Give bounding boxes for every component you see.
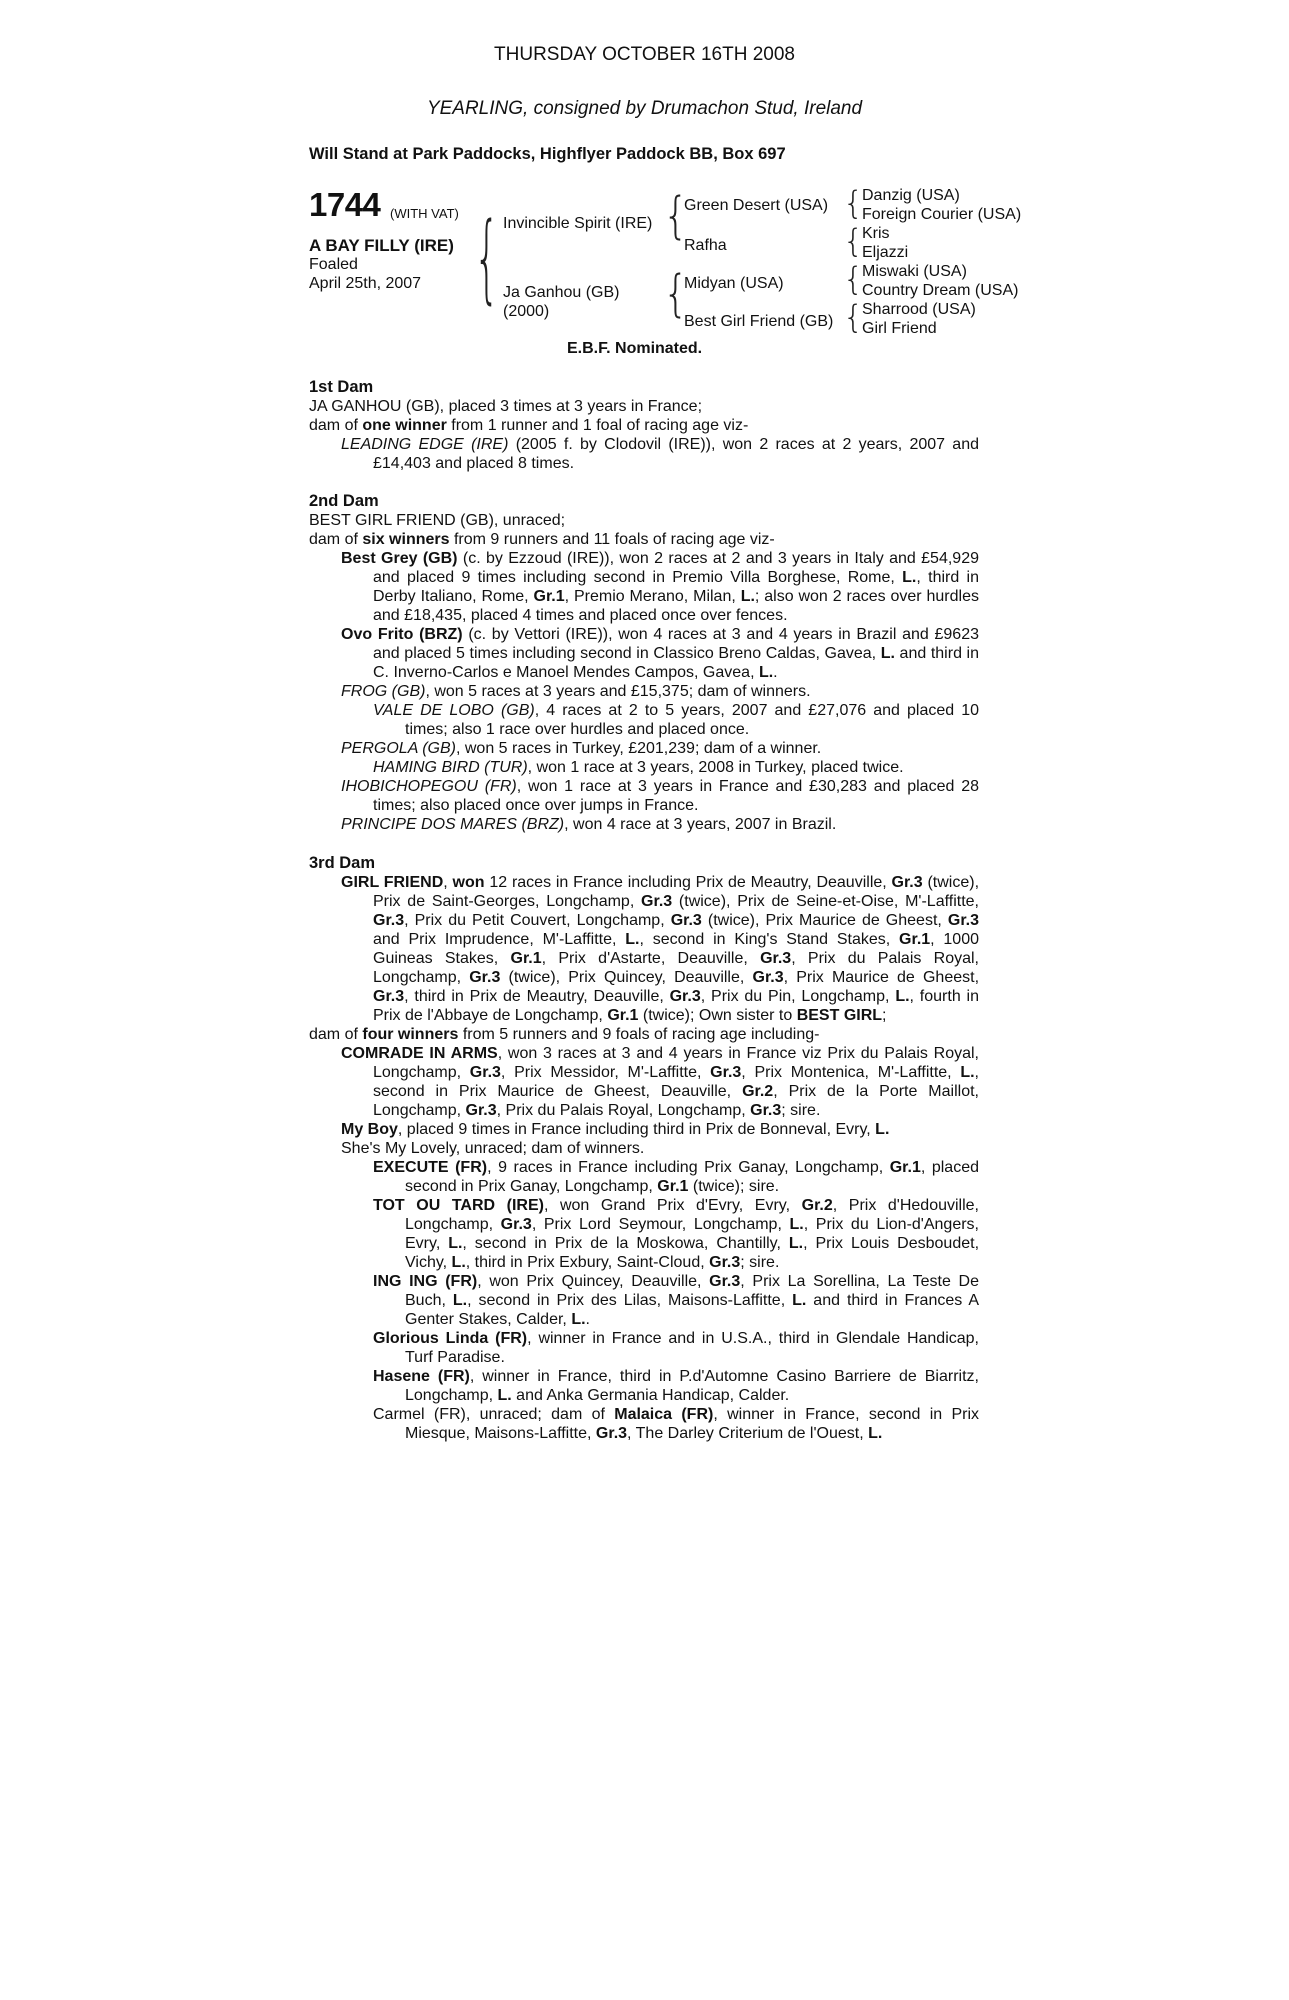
pedigree-brace-7: { (843, 298, 864, 336)
pedigree-dam: Ja Ganhou (GB) (503, 284, 620, 301)
pedigree-brace-4: { (843, 184, 864, 222)
second-dam-progeny-1: Best Grey (GB) (c. by Ezzoud (IRE)), won 2 races at 2 and 3 years in Italy and £54,929 and placed 9 times including second in Premio Villa Borghese, Rome, L., third in Derby Italiano, Rome, Gr.1, Premio Merano, Milan, L.; also won 2 races over hurdles and £18,435, placed 4 times and placed once over fences. (341, 550, 979, 624)
pedigree-brace-2: { (663, 187, 689, 245)
second-dam-section (309, 492, 979, 834)
foaled-date: April 25th, 2007 (309, 275, 422, 292)
pedigree-brace-5: { (843, 222, 864, 260)
third-dam-produce: dam of four winners from 5 runners and 9 foals of racing age including- (309, 1026, 820, 1043)
pedigree-brace-6: { (843, 260, 864, 298)
sale-date: THURSDAY OCTOBER 16TH 2008 (494, 44, 795, 65)
second-dam-progeny-3: FROG (GB), won 5 races at 3 years and £15,375; dam of winners. (341, 683, 811, 700)
first-dam-section (309, 378, 979, 473)
pedigree-dss: Miswaki (USA) (862, 263, 967, 280)
pedigree-ddd: Girl Friend (862, 320, 937, 337)
pedigree-dds: Sharrood (USA) (862, 301, 976, 318)
third-dam-progeny-7: Glorious Linda (FR), winner in France and in U.S.A., third in Glendale Handicap, Turf Paradise. (373, 1330, 979, 1366)
third-dam-record (309, 873, 979, 1025)
third-dam-progeny-2: My Boy, placed 9 times in France including third in Prix de Bonneval, Evry, L. (341, 1121, 890, 1138)
third-dam-progeny-9: Carmel (FR), unraced; dam of Malaica (FR), winner in France, second in Prix Miesque, Maisons-Laffitte, Gr.3, The Darley Criterium de l'Ouest, L. (373, 1406, 980, 1442)
lot-number: 1744 (309, 186, 381, 223)
second-dam-line: BEST GIRL FRIEND (GB), unraced; (309, 512, 566, 529)
third-dam-progeny-list (309, 1044, 979, 1443)
first-dam-progeny-1: LEADING EDGE (IRE) (2005 f. by Clodovil (IRE)), won 2 races at 2 years, 2007 and £14,403 and placed 8 times. (341, 436, 979, 472)
third-dam-progeny-1: COMRADE IN ARMS, won 3 races at 3 and 4 years in France viz Prix du Palais Royal, Longchamp, Gr.3, Prix Messidor, M'-Laffitte, Gr.3, Prix Montenica, M'-Laffitte, L., second in Prix Maurice de Gheest, Deauville, Gr.2, Prix de la Porte Maillot, Longchamp, Gr.3, Prix du Palais Royal, Longchamp, Gr.3; sire. (341, 1045, 979, 1119)
second-dam-progeny-5: PERGOLA (GB), won 5 races in Turkey, £201,239; dam of a winner. (341, 740, 822, 757)
second-dam-progeny-6: HAMING BIRD (TUR), won 1 race at 3 years, 2008 in Turkey, placed twice. (373, 759, 904, 776)
ebf-nominated: E.B.F. Nominated. (567, 340, 703, 357)
pedigree-sss: Danzig (USA) (862, 187, 960, 204)
second-dam-progeny-7: IHOBICHOPEGOU (FR), won 1 race at 3 years in France and £30,283 and placed 28 times; also placed once over jumps in France. (341, 778, 979, 814)
first-dam-produce: dam of one winner from 1 runner and 1 foal of racing age viz- (309, 417, 749, 434)
stand-location: Will Stand at Park Paddocks, Highflyer Paddock BB, Box 697 (309, 145, 786, 163)
pedigree-dam-year: (2000) (503, 303, 550, 320)
pedigree-sire-dam: Rafha (684, 237, 727, 254)
first-dam-line: JA GANHOU (GB), placed 3 times at 3 years in France; (309, 398, 703, 415)
first-dam-heading: 1st Dam (309, 378, 374, 396)
vat-note: (WITH VAT) (390, 206, 459, 221)
second-dam-produce: dam of six winners from 9 runners and 11 foals of racing age viz- (309, 531, 775, 548)
pedigree-sire: Invincible Spirit (IRE) (503, 215, 653, 232)
foaled-label: Foaled (309, 256, 358, 273)
horse-name: A BAY FILLY (IRE) (309, 236, 454, 255)
third-dam-progeny-4: EXECUTE (FR), 9 races in France including Prix Ganay, Longchamp, Gr.1, placed second in Prix Ganay, Longchamp, Gr.1 (twice); sire. (373, 1159, 979, 1195)
pedigree-brace-1: { (474, 204, 500, 316)
third-dam-heading: 3rd Dam (309, 854, 376, 872)
second-dam-heading: 2nd Dam (309, 492, 379, 510)
pedigree-sds: Kris (862, 225, 890, 242)
second-dam-progeny-8: PRINCIPE DOS MARES (BRZ), won 4 race at 3 years, 2007 in Brazil. (341, 816, 837, 833)
third-dam-progeny-5: TOT OU TARD (IRE), won Grand Prix d'Evry, Evry, Gr.2, Prix d'Hedouville, Longchamp, Gr.3, Prix Lord Seymour, Longchamp, L., Prix du Lion-d'Angers, Evry, L., second in Prix de la Moskowa, Chantilly, L., Prix Louis Desboudet, Vichy, L., third in Prix Exbury, Saint-Cloud, Gr.3; sire. (373, 1197, 980, 1271)
third-dam-progeny-8: Hasene (FR), winner in France, third in P.d'Automne Casino Barriere de Biarritz, Longchamp, L. and Anka Germania Handicap, Calder. (373, 1368, 979, 1404)
third-dam-section (309, 854, 979, 1443)
third-dam-progeny-6: ING ING (FR), won Prix Quincey, Deauville, Gr.3, Prix La Sorellina, La Teste De Buch, L., second in Prix des Lilas, Maisons-Laffitte, L. and third in Frances A Genter Stakes, Calder, L.. (373, 1273, 980, 1328)
pedigree-dam-sire: Midyan (USA) (684, 275, 784, 292)
second-dam-progeny-list (309, 549, 979, 834)
third-dam-progeny-3: She's My Lovely, unraced; dam of winners. (341, 1140, 645, 1157)
consignment-line: YEARLING, consigned by Drumachon Stud, Ireland (426, 98, 863, 119)
second-dam-progeny-2: Ovo Frito (BRZ) (c. by Vettori (IRE)), won 4 races at 3 and 4 years in Brazil and £9623 and placed 5 times including second in Classico Breno Caldas, Gavea, L. and third in C. Inverno-Carlos e Manoel Mendes Campos, Gavea, L.. (341, 626, 980, 681)
third-dam-race-record: GIRL FRIEND, won 12 races in France including Prix de Meautry, Deauville, Gr.3 (twice), Prix de Saint-Georges, Longchamp, Gr.3 (twice), Prix de Seine-et-Oise, M'-Laffitte, Gr.3, Prix du Petit Couvert, Longchamp, Gr.3 (twice), Prix Maurice de Gheest, Gr.3 and Prix Imprudence, M'-Laffitte, L., second in King's Stand Stakes, Gr.1, 1000 Guineas Stakes, Gr.1, Prix d'Astarte, Deauville, Gr.3, Prix du Palais Royal, Longchamp, Gr.3 (twice), Prix Quincey, Deauville, Gr.3, Prix Maurice de Gheest, Gr.3, third in Prix de Meautry, Deauville, Gr.3, Prix du Pin, Longchamp, L., fourth in Prix de l'Abbaye de Longchamp, Gr.1 (twice); Own sister to BEST GIRL; (341, 874, 980, 1024)
pedigree-sdd: Eljazzi (862, 244, 909, 261)
pedigree-dam-dam: Best Girl Friend (GB) (684, 313, 834, 330)
pedigree-sire-sire: Green Desert (USA) (684, 197, 829, 214)
pedigree-dsd: Country Dream (USA) (862, 282, 1019, 299)
pedigree-ssd: Foreign Courier (USA) (862, 206, 1022, 223)
second-dam-progeny-4: VALE DE LOBO (GB), 4 races at 2 to 5 years, 2007 and £27,076 and placed 10 times; also 1 race over hurdles and placed once. (373, 702, 980, 738)
pedigree-brace-3: { (663, 265, 689, 323)
